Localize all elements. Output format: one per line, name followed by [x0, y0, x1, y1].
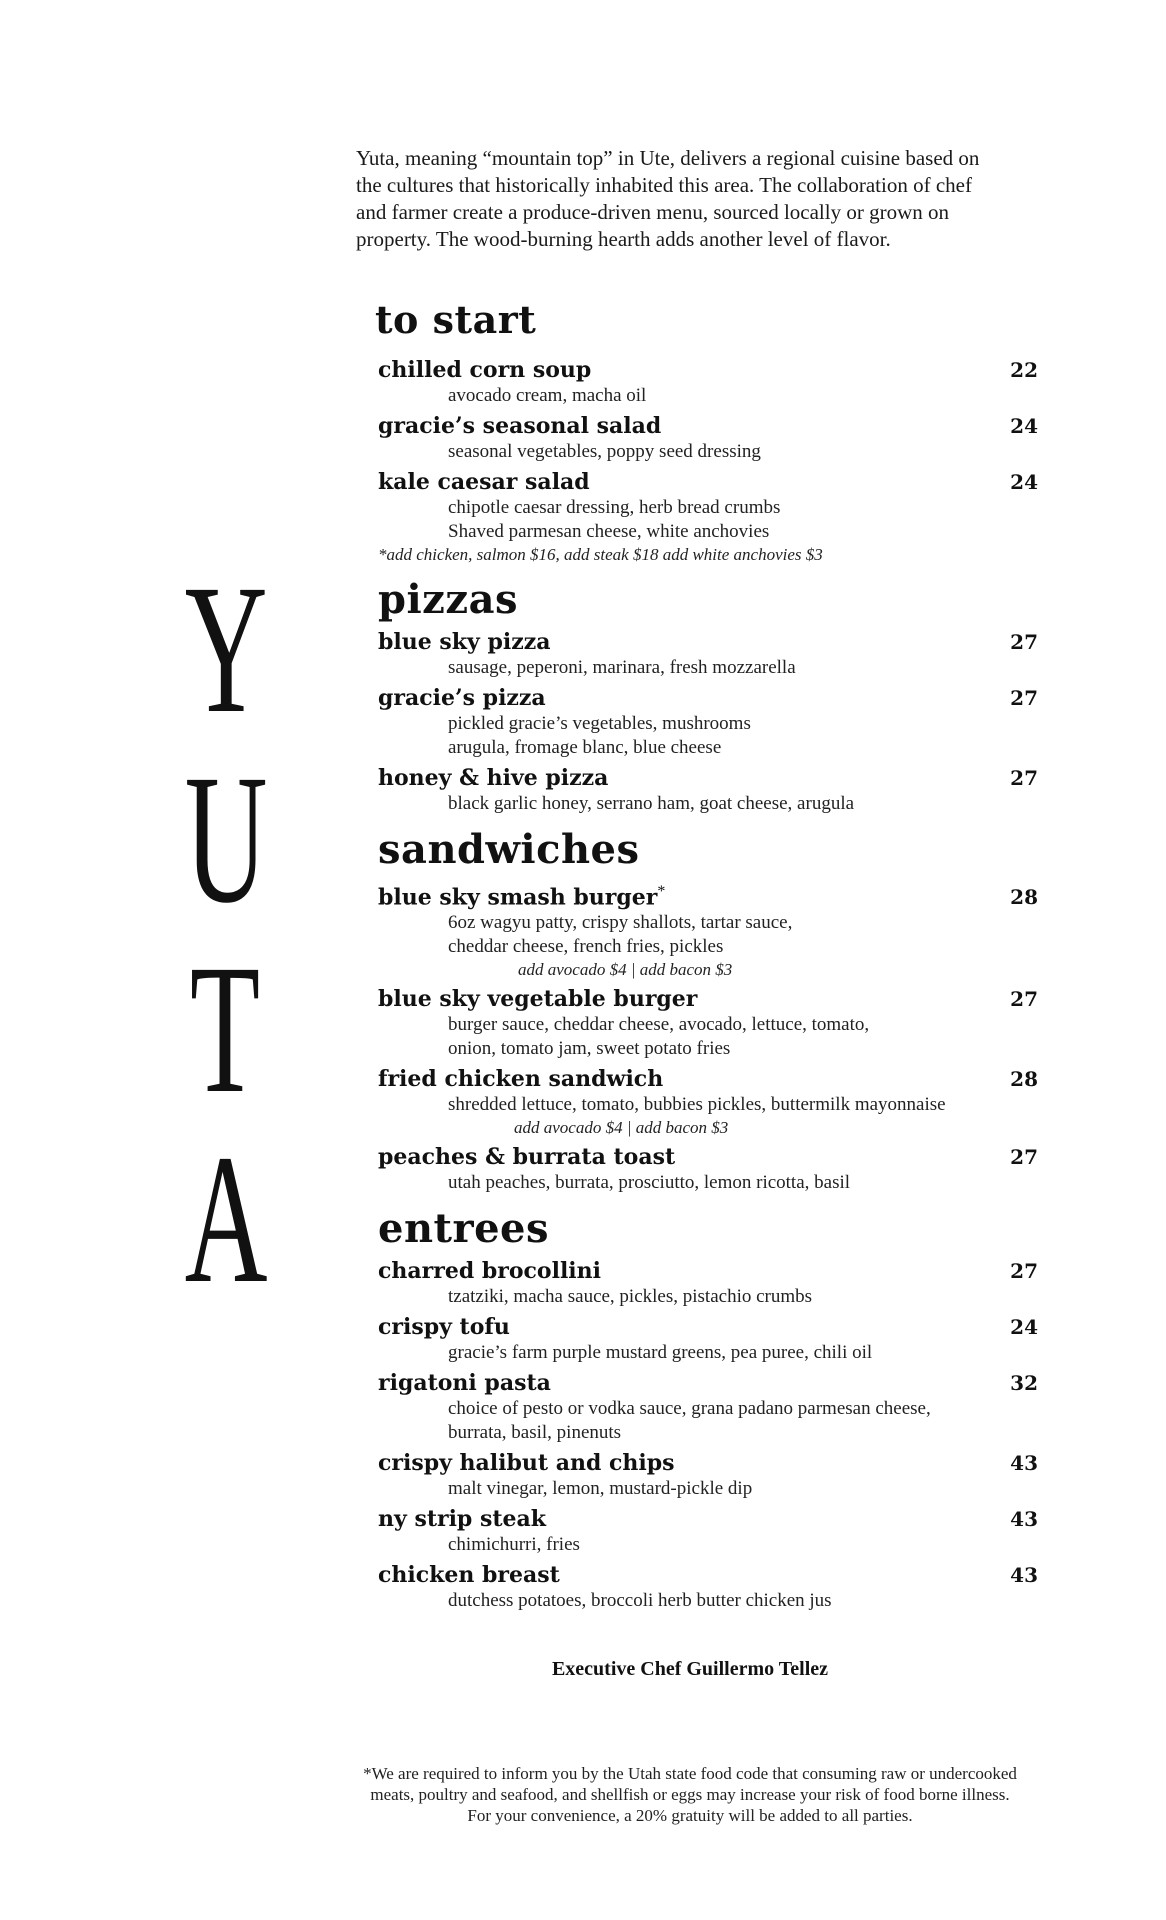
- item-name: gracie’s pizza: [378, 685, 546, 711]
- item-name: chilled corn soup: [378, 357, 592, 383]
- item-description: gracie’s farm purple mustard greens, pea puree, chili oil: [448, 1342, 873, 1364]
- item-name: blue sky vegetable burger: [378, 986, 698, 1013]
- item-name: rigatoni pasta: [378, 1370, 551, 1397]
- item-price: 43: [1010, 1563, 1038, 1588]
- addon-note: add avocado $4 | add bacon $3: [514, 1118, 729, 1138]
- item-description: shredded lettuce, tomato, bubbies pickles, buttermilk mayonnaise: [448, 1094, 946, 1116]
- item-description: burger sauce, cheddar cheese, avocado, lettuce, tomato,: [448, 1014, 870, 1036]
- item-description: chipotle caesar dressing, herb bread crumbs: [448, 497, 781, 518]
- item-price: 28: [1010, 885, 1038, 910]
- item-description: 6oz wagyu patty, crispy shallots, tartar sauce,: [448, 912, 793, 934]
- item-name: blue sky pizza: [378, 629, 551, 655]
- item-price: 27: [1010, 1145, 1038, 1170]
- menu-item: [378, 684, 1038, 760]
- section-title-entrees: entrees: [378, 1205, 549, 1253]
- menu-item: [378, 1143, 1038, 1195]
- item-price: 27: [1010, 766, 1038, 790]
- menu-item: [378, 1561, 1038, 1613]
- section-title-start: to start: [375, 297, 537, 342]
- item-description: tzatziki, macha sauce, pickles, pistachio crumbs: [448, 1286, 813, 1308]
- item-price: 27: [1010, 630, 1038, 654]
- item-description: seasonal vegetables, poppy seed dressing: [448, 441, 761, 462]
- menu-item: [378, 1369, 1038, 1445]
- item-description: pickled gracie’s vegetables, mushrooms: [448, 713, 751, 734]
- item-name: chicken breast: [378, 1562, 560, 1589]
- brand-letter: T: [189, 927, 261, 1132]
- menu-item: [378, 468, 1038, 544]
- item-price: 24: [1010, 1315, 1038, 1340]
- menu-item: [378, 628, 1038, 680]
- item-price: 22: [1010, 358, 1038, 382]
- item-name: crispy halibut and chips: [378, 1450, 675, 1477]
- item-description: sausage, peperoni, marinara, fresh mozzarella: [448, 657, 796, 678]
- brand-letter: Y: [184, 547, 268, 752]
- item-name: [378, 878, 665, 911]
- menu: [375, 290, 1038, 1613]
- menu-item: [378, 1505, 1038, 1557]
- food-safety-disclaimer: [290, 1763, 1090, 1826]
- item-description: malt vinegar, lemon, mustard-pickle dip: [448, 1478, 753, 1500]
- item-price: 24: [1010, 414, 1038, 438]
- item-name: charred brocollini: [378, 1258, 602, 1285]
- item-description: chimichurri, fries: [448, 1534, 580, 1556]
- item-price: 43: [1010, 1507, 1038, 1532]
- item-description: choice of pesto or vodka sauce, grana padano parmesan cheese,: [448, 1398, 931, 1420]
- menu-item: [378, 356, 1038, 408]
- intro-paragraph: Yuta, meaning “mountain top” in Ute, delivers a regional cuisine based on the cultures that historically inhabited this area. The collaboration of chef and farmer create a produce-driven menu, sourced locally or grown on property. The wood-burning hearth adds another level of flavor.: [356, 146, 980, 251]
- section-title-pizzas: pizzas: [378, 576, 519, 623]
- item-description: dutchess potatoes, broccoli herb butter chicken jus: [448, 1590, 832, 1612]
- item-description: onion, tomato jam, sweet potato fries: [448, 1038, 731, 1060]
- item-price: 24: [1010, 470, 1038, 494]
- menu-item: [378, 985, 1038, 1061]
- chef-credit: Executive Chef Guillermo Tellez: [551, 1658, 829, 1680]
- item-price: 27: [1010, 686, 1038, 710]
- item-name: kale caesar salad: [378, 469, 590, 495]
- item-price: 28: [1010, 1067, 1038, 1092]
- raw-food-marker: *: [657, 883, 666, 900]
- brand-letter: U: [184, 737, 268, 942]
- item-description: black garlic honey, serrano ham, goat cheese, arugula: [448, 793, 855, 814]
- menu-item: [378, 1065, 1038, 1139]
- menu-item: [378, 1313, 1038, 1365]
- item-description: cheddar cheese, french fries, pickles: [448, 936, 724, 958]
- menu-item: [378, 878, 1038, 981]
- item-name-text: blue sky smash burger: [378, 884, 658, 911]
- item-price: 43: [1010, 1451, 1038, 1476]
- brand-letter: A: [184, 1117, 268, 1322]
- disclaimer-line: meats, poultry and seafood, and shellfish or eggs may increase your risk of food borne illness.: [370, 1785, 1010, 1804]
- menu-item: [378, 1449, 1038, 1501]
- item-description: arugula, fromage blanc, blue cheese: [448, 737, 722, 758]
- menu-item: [378, 764, 1038, 816]
- item-name: crispy tofu: [378, 1314, 510, 1341]
- item-name: fried chicken sandwich: [378, 1066, 664, 1093]
- addon-note: *add chicken, salmon $16, add steak $18 add white anchovies $3: [378, 545, 823, 564]
- item-description: burrata, basil, pinenuts: [448, 1422, 622, 1444]
- item-price: 32: [1010, 1371, 1038, 1396]
- menu-item: [378, 1257, 1038, 1309]
- section-title-sandwiches: sandwiches: [378, 826, 640, 873]
- item-price: 27: [1010, 987, 1038, 1012]
- item-price: 27: [1010, 1259, 1038, 1284]
- item-description: avocado cream, macha oil: [448, 385, 647, 406]
- item-name: ny strip steak: [378, 1506, 547, 1533]
- item-name: peaches & burrata toast: [378, 1144, 676, 1171]
- brand-wordmark: [160, 547, 290, 1330]
- item-name: gracie’s seasonal salad: [378, 413, 662, 439]
- menu-item: [378, 412, 1038, 464]
- disclaimer-line: For your convenience, a 20% gratuity will be added to all parties.: [467, 1806, 913, 1825]
- item-name: honey & hive pizza: [378, 765, 609, 791]
- item-description: Shaved parmesan cheese, white anchovies: [448, 521, 770, 542]
- addon-note: add avocado $4 | add bacon $3: [518, 960, 733, 980]
- disclaimer-line: *We are required to inform you by the Utah state food code that consuming raw or undercooked: [363, 1764, 1017, 1783]
- item-description: utah peaches, burrata, prosciutto, lemon ricotta, basil: [448, 1172, 851, 1194]
